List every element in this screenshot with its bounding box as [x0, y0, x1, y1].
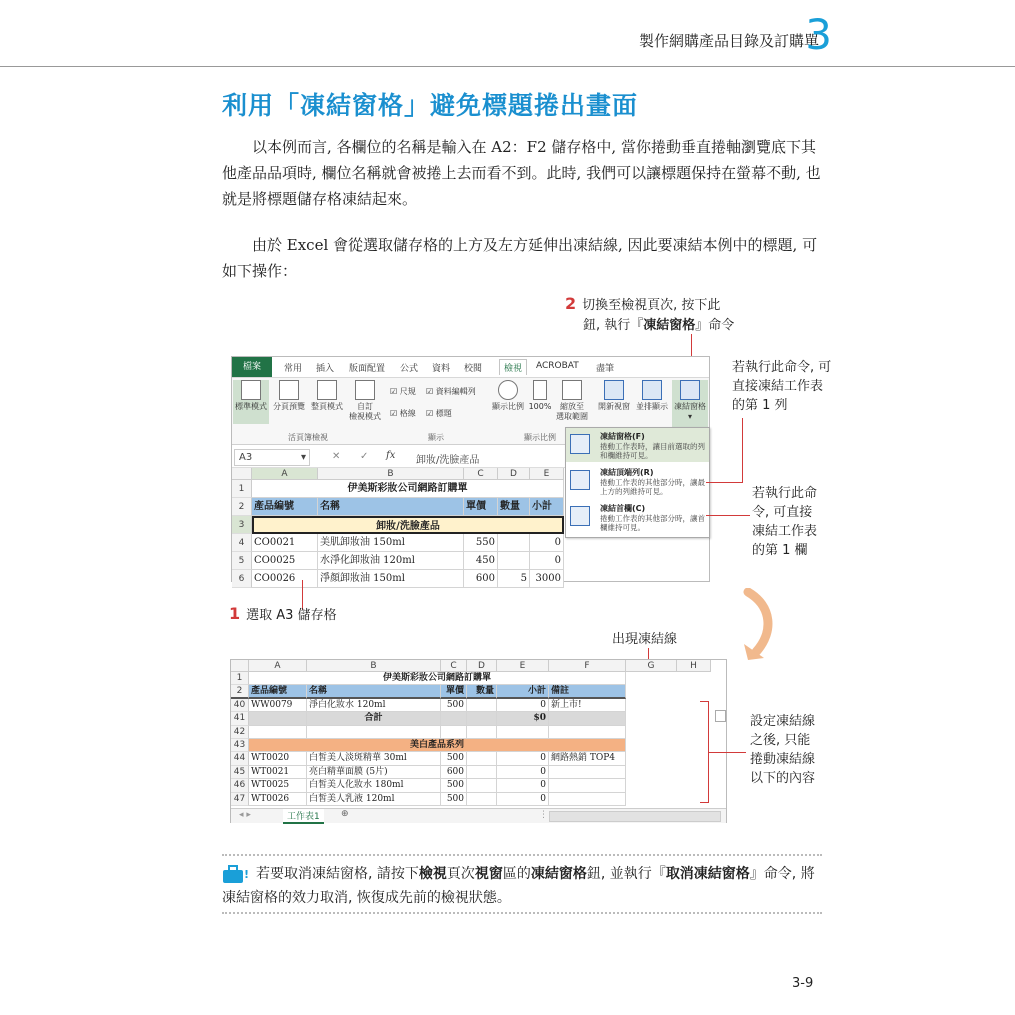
cell-e5[interactable]: 0 — [530, 552, 564, 570]
menu-freeze-top-row-desc: 捲動工作表的其他部分時，讓最上方的列維持可見。 — [600, 478, 705, 496]
new-window-button[interactable] — [596, 380, 632, 412]
cell-d40[interactable] — [467, 699, 497, 712]
formula-content[interactable]: 卸妝/洗臉產品 — [416, 455, 480, 466]
headings-checkbox[interactable]: ☑ 標題 — [426, 409, 452, 418]
cell-a44[interactable]: WT0020 — [249, 752, 307, 765]
step1-callout — [229, 604, 337, 623]
tab-data[interactable]: 資料 — [432, 364, 451, 374]
cell-b45[interactable]: 亮白精華面膜 (5片) — [307, 766, 441, 779]
tip-top-divider — [222, 854, 822, 856]
cell-c2[interactable]: 單價 — [441, 685, 467, 698]
cell-e46[interactable]: 0 — [497, 779, 549, 792]
freeze-panes-menu — [565, 427, 710, 538]
row-header: 40 — [231, 699, 249, 712]
column-header: G — [626, 660, 677, 672]
column-header: A — [249, 660, 307, 672]
cell-a40[interactable]: WW0079 — [249, 699, 307, 712]
arrange-all-icon — [642, 380, 662, 400]
page-break-label: 分頁預覽 — [273, 402, 305, 411]
cell-d44[interactable] — [467, 752, 497, 765]
normal-view-label: 標準模式 — [235, 402, 267, 411]
menu-freeze-panes-desc: 捲動工作表時，讓目前選取的列和欄維持可見。 — [600, 442, 705, 460]
column-header: F — [549, 660, 626, 672]
zoom-100-button[interactable] — [528, 380, 552, 412]
tip-t3: 區的 — [502, 866, 531, 882]
curved-arrow-icon — [738, 588, 780, 662]
column-header: B — [318, 468, 464, 480]
tip-bottom-divider — [222, 912, 822, 914]
cell-c45[interactable]: 600 — [441, 766, 467, 779]
merged-cell[interactable]: 美白產品系列 — [249, 739, 626, 752]
menu-freeze-panes-title: 凍結窗格(F) — [600, 432, 645, 441]
cell-a47[interactable]: WT0026 — [249, 793, 307, 806]
tip-t4: 鈕, 並執行『 — [586, 866, 666, 882]
formula-bar-label: 資料編輯列 — [435, 387, 476, 396]
corner-cell — [231, 660, 249, 672]
cell-f46[interactable] — [549, 779, 626, 792]
cell-a2[interactable]: 產品編號 — [249, 685, 307, 698]
zoom-selection-icon — [562, 380, 582, 400]
cell-e4[interactable]: 0 — [530, 534, 564, 552]
row-header: 45 — [231, 766, 249, 779]
cell-a2[interactable]: 產品編號 — [252, 498, 318, 516]
tab-insert[interactable]: 插入 — [316, 364, 335, 374]
note-after-freeze-1: 設定凍結線 — [750, 714, 816, 729]
cell-c44[interactable]: 500 — [441, 752, 467, 765]
tab-pen[interactable]: 盡筆 — [596, 364, 615, 374]
tip-t5: 』命令, 將凍結窗格的效力取消, 恢復成先前的檢視狀態。 — [222, 866, 815, 906]
name-box[interactable] — [234, 449, 310, 466]
cell-b6[interactable]: 淨顏卸妝油 150ml — [318, 570, 464, 588]
step2-line1: 切換至檢視頁次, 按下此 — [582, 298, 721, 313]
zoom-label: 顯示比例 — [492, 402, 524, 411]
chevron-down-icon: ▾ — [300, 452, 306, 463]
cell-f2[interactable]: 備註 — [549, 685, 626, 698]
sheet-tab-1[interactable]: 工作表1 — [283, 809, 324, 824]
cell-b46[interactable]: 白皙美人化妝水 180ml — [307, 779, 441, 792]
normal-view-button[interactable] — [233, 380, 269, 424]
paragraph-1: 以本例而言, 各欄位的名稱是輸入在 A2：F2 儲存格中, 當你捲動垂直捲軸瀏覽底下其他產品品項時, 欄位名稱就會被捲上去而看不到。此時, 我們可以讓標題保持在螢幕不動, 也就是將標題儲存格凍結起來。 — [222, 138, 821, 208]
name-box-value: A3 — [239, 452, 253, 463]
cell-a5[interactable]: CO0025 — [252, 552, 318, 570]
cell-e2[interactable]: 小計 — [530, 498, 564, 516]
note-freeze-cols-4: 的第 1 欄 — [752, 543, 808, 558]
cell-a46[interactable]: WT0025 — [249, 779, 307, 792]
tip-b3: 凍結窗格 — [530, 866, 587, 882]
menu-freeze-panes[interactable] — [566, 428, 709, 462]
column-header: C — [441, 660, 467, 672]
row-header: 2 — [232, 498, 252, 516]
enter-icon[interactable]: ✓ — [360, 451, 369, 462]
menu-freeze-top-row-title: 凍結頂端列(R) — [600, 468, 654, 477]
menu-freeze-first-column[interactable] — [566, 500, 709, 534]
note-after-freeze — [750, 712, 815, 788]
arrange-all-button[interactable] — [634, 380, 670, 412]
cell-c40[interactable]: 500 — [441, 699, 467, 712]
chevron-down-icon: ▾ — [687, 412, 692, 421]
zoom-icon — [498, 380, 518, 400]
cell-d6[interactable]: 5 — [498, 570, 530, 588]
tab-formulas[interactable]: 公式 — [400, 364, 419, 374]
zoom-button[interactable] — [490, 380, 526, 412]
headings-label: 標題 — [435, 409, 452, 418]
page-number: 3-9 — [792, 976, 814, 991]
cell-d47[interactable] — [467, 793, 497, 806]
cell-d2[interactable]: 數量 — [498, 498, 530, 516]
row-header: 1 — [232, 480, 252, 498]
custom-view-icon — [355, 380, 375, 400]
cell-a41[interactable] — [249, 712, 307, 725]
page-break-button[interactable] — [271, 380, 307, 412]
note-after-freeze-2: 之後, 只能 — [750, 733, 811, 748]
vertical-scroll-thumb[interactable] — [715, 710, 726, 722]
page-layout-button[interactable] — [309, 380, 345, 412]
zoom-selection-button[interactable] — [554, 380, 590, 422]
cell-a45[interactable]: WT0021 — [249, 766, 307, 779]
cell-b2[interactable]: 名稱 — [307, 685, 441, 698]
cell-b4[interactable]: 美肌卸妝油 150ml — [318, 534, 464, 552]
cell-b41[interactable]: 合計 — [307, 712, 441, 725]
page-break-icon — [279, 380, 299, 400]
sheet-tab-bar — [231, 808, 726, 823]
cell-c47[interactable]: 500 — [441, 793, 467, 806]
cell-e6[interactable]: 3000 — [530, 570, 564, 588]
cell-f42[interactable] — [549, 726, 626, 739]
tab-review[interactable]: 校閱 — [464, 364, 483, 374]
row-header: 41 — [231, 712, 249, 725]
cell-f40[interactable]: 新上市! — [549, 699, 626, 712]
more-icon: ⋮ — [539, 810, 548, 820]
menu-freeze-first-column-title: 凍結首欄(C) — [600, 504, 646, 513]
tab-file[interactable]: 檔案 — [232, 357, 272, 377]
row-header: 5 — [232, 552, 252, 570]
cell-b40[interactable]: 淨白化妝水 120ml — [307, 699, 441, 712]
note-freeze-cols-1: 若執行此命 — [752, 486, 818, 501]
cell-d5[interactable] — [498, 552, 530, 570]
ribbon-tabs — [232, 357, 709, 378]
cell-a4[interactable]: CO0021 — [252, 534, 318, 552]
cell-a6[interactable]: CO0026 — [252, 570, 318, 588]
cell-e44[interactable]: 0 — [497, 752, 549, 765]
group-zoom: 顯示比例 — [524, 433, 556, 442]
step1-text: 選取 A3 儲存格 — [246, 608, 337, 623]
step1-number: 1 — [229, 604, 241, 623]
cell-c5[interactable]: 450 — [464, 552, 498, 570]
cell-c2[interactable]: 單價 — [464, 498, 498, 516]
cell-f45[interactable] — [549, 766, 626, 779]
row-header: 3 — [232, 516, 252, 534]
bracket-top — [700, 701, 709, 702]
note-freeze-cols-3: 凍結工作表 — [752, 524, 818, 539]
cell-c6[interactable]: 600 — [464, 570, 498, 588]
column-header: D — [498, 468, 530, 480]
column-header: A — [252, 468, 318, 480]
note-after-freeze-4: 以下的內容 — [750, 771, 816, 786]
cell-b44[interactable]: 白皙美人淡斑精華 30ml — [307, 752, 441, 765]
cell-e40[interactable]: 0 — [497, 699, 549, 712]
step2-line2-pre: 鈕, 執行『 — [583, 318, 644, 333]
new-window-icon — [604, 380, 624, 400]
chapter-number: 3 — [805, 10, 832, 59]
tip-icon — [222, 864, 252, 884]
merged-cell[interactable]: 伊美斯彩妝公司網路訂購單 — [252, 480, 564, 498]
cell-e41[interactable]: $0 — [497, 712, 549, 725]
cell-d46[interactable] — [467, 779, 497, 792]
cell-e2[interactable]: 小計 — [497, 685, 549, 698]
row-header: 46 — [231, 779, 249, 792]
note-freeze-cols-2: 令, 可直接 — [752, 505, 813, 520]
custom-view-button[interactable] — [347, 380, 383, 422]
cell-d2[interactable]: 數量 — [467, 685, 497, 698]
row-header: 1 — [231, 672, 249, 685]
note-freeze-rows-3: 的第 1 列 — [732, 398, 788, 413]
column-header: E — [497, 660, 549, 672]
zoom-100-icon — [533, 380, 547, 400]
normal-view-icon — [241, 380, 261, 400]
step2-number: 2 — [565, 294, 577, 313]
tip-b1: 檢視 — [418, 866, 447, 882]
page-layout-label: 整頁模式 — [311, 402, 343, 411]
function-icon[interactable]: fx — [386, 450, 396, 461]
tab-layout[interactable]: 版面配置 — [349, 364, 386, 374]
step2-line2-bold: 凍結窗格 — [643, 318, 696, 333]
cell-c46[interactable]: 500 — [441, 779, 467, 792]
column-header: B — [307, 660, 441, 672]
row-header: 6 — [232, 570, 252, 588]
corner-cell — [232, 468, 252, 480]
menu-freeze-top-row[interactable] — [566, 464, 709, 498]
gridlines-checkbox[interactable]: ☑ 格線 — [390, 409, 416, 418]
cell-d45[interactable] — [467, 766, 497, 779]
row-header: 4 — [232, 534, 252, 552]
row-header: 47 — [231, 793, 249, 806]
column-header: H — [677, 660, 711, 672]
bracket-pointer — [708, 752, 746, 753]
note-freeze-rows — [732, 358, 831, 415]
zoom-100-label: 100% — [528, 402, 552, 411]
menu-freeze-first-column-desc: 捲動工作表的其他部分時，讓首欄維持可見。 — [600, 514, 705, 532]
merged-cell[interactable]: 伊美斯彩妝公司網路訂購單 — [249, 672, 626, 685]
zoom-selection-label: 縮放至 選取範圍 — [556, 402, 588, 421]
page-layout-icon — [317, 380, 337, 400]
cancel-icon[interactable]: ✕ — [332, 451, 341, 462]
pointer-rows-h — [706, 482, 743, 483]
cell-b2[interactable]: 名稱 — [318, 498, 464, 516]
row-header: 2 — [231, 685, 249, 698]
scroll-tabs-icon[interactable]: ◂ ▸ — [239, 810, 251, 820]
column-header: D — [467, 660, 497, 672]
cell-d41[interactable] — [467, 712, 497, 725]
note-freeze-rows-1: 若執行此命令, 可 — [732, 360, 832, 375]
step2-line2-post: 』命令 — [695, 318, 735, 333]
bracket-bottom — [700, 802, 709, 803]
step2-line2 — [583, 314, 734, 333]
cell-f41[interactable] — [549, 712, 626, 725]
tab-acrobat[interactable]: ACROBAT — [536, 361, 579, 371]
header-rule — [0, 66, 1015, 67]
tip-t1: 若要取消凍結窗格, 請按下 — [256, 866, 419, 882]
cell-d4[interactable] — [498, 534, 530, 552]
step2-callout — [565, 294, 720, 313]
note-freeze-cols — [752, 484, 817, 560]
tip-text — [222, 862, 827, 910]
cell-c41[interactable] — [441, 712, 467, 725]
freeze-panes-button[interactable] — [672, 380, 708, 428]
cell-c42[interactable] — [441, 726, 467, 739]
tip-b4: 取消凍結窗格 — [665, 866, 750, 882]
freeze-panes-icon — [570, 434, 590, 454]
tip-b2: 視窗 — [474, 866, 503, 882]
gridlines-label: 格線 — [399, 409, 416, 418]
pointer-rows-v — [742, 418, 743, 482]
column-header: C — [464, 468, 498, 480]
ruler-label: 尺規 — [399, 387, 416, 396]
new-window-label: 開新視窗 — [598, 402, 630, 411]
freeze-panes-label: 凍結窗格 — [674, 402, 706, 411]
cell-b47[interactable]: 白皙美人乳液 120ml — [307, 793, 441, 806]
svg-text:!: ! — [244, 868, 250, 881]
cell-d42[interactable] — [467, 726, 497, 739]
custom-view-label: 自訂 檢視模式 — [349, 402, 381, 421]
row-header: 44 — [231, 752, 249, 765]
ruler-checkbox[interactable]: ☑ 尺規 — [390, 387, 416, 396]
tab-view[interactable]: 檢視 — [499, 359, 527, 375]
cell-a42[interactable] — [249, 726, 307, 739]
cell-b5[interactable]: 水淨化卸妝油 120ml — [318, 552, 464, 570]
row-header: 43 — [231, 739, 249, 752]
merged-cell[interactable]: 卸妝/洗臉產品 — [252, 516, 564, 534]
cell-f47[interactable] — [549, 793, 626, 806]
cell-e45[interactable]: 0 — [497, 766, 549, 779]
freeze-line-callout: 出現凍結線 — [612, 632, 678, 647]
sheet-grid-2 — [231, 660, 726, 808]
row-header: 42 — [231, 726, 249, 739]
chapter-title: 製作網購產品目錄及訂購單 — [638, 32, 819, 50]
freeze-panes-icon — [680, 380, 700, 400]
formula-bar-checkbox[interactable]: ☑ 資料編輯列 — [426, 387, 476, 396]
tab-home[interactable]: 常用 — [284, 364, 303, 374]
cell-f44[interactable]: 網路熱銷 TOP4 — [549, 752, 626, 765]
note-after-freeze-3: 捲動凍結線 — [750, 752, 816, 767]
add-sheet-icon[interactable]: ⊕ — [341, 809, 349, 819]
note-freeze-rows-2: 直接凍結工作表 — [732, 379, 824, 394]
tip-t2: 頁次 — [446, 866, 475, 882]
horizontal-scrollbar[interactable] — [549, 811, 721, 822]
paragraph-2: 由於 Excel 會從選取儲存格的上方及左方延伸出凍結線, 因此要凍結本例中的標題, 可如下操作： — [222, 236, 818, 280]
cell-e42[interactable] — [497, 726, 549, 739]
group-workbook-views: 活頁簿檢視 — [288, 433, 328, 442]
freeze-first-column-icon — [570, 506, 590, 526]
arrange-all-label: 並排顯示 — [636, 402, 668, 411]
excel-window-2 — [230, 659, 727, 823]
cell-c4[interactable]: 550 — [464, 534, 498, 552]
column-header: E — [530, 468, 564, 480]
section-title: 利用「凍結窗格」避免標題捲出畫面 — [222, 91, 639, 120]
cell-b42[interactable] — [307, 726, 441, 739]
freeze-top-row-icon — [570, 470, 590, 490]
group-show: 顯示 — [428, 433, 444, 442]
pointer-cols-h — [706, 515, 750, 516]
cell-e47[interactable]: 0 — [497, 793, 549, 806]
